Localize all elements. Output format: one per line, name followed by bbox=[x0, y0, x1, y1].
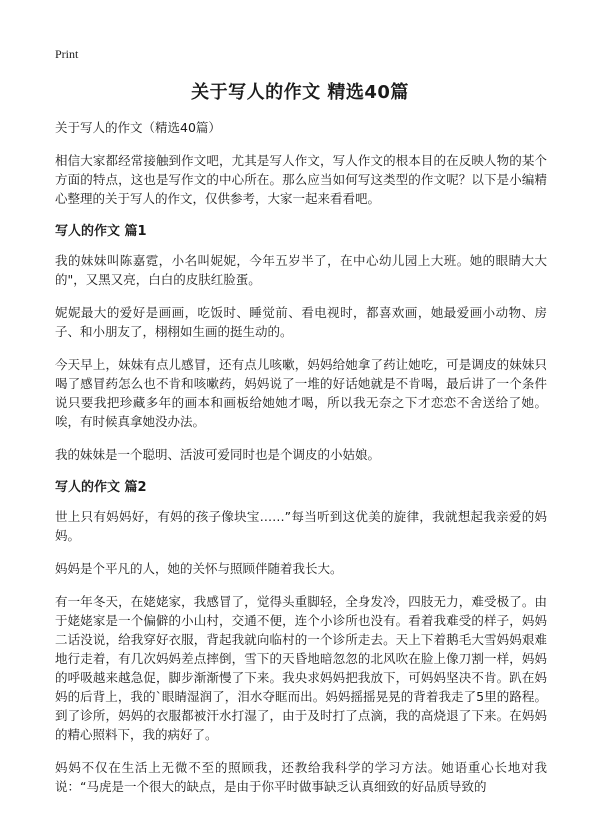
section-heading-2: 写人的作文 篇2 bbox=[55, 480, 147, 495]
article-subtitle: 关于写人的作文（精选40篇） bbox=[55, 120, 221, 135]
paragraph: 有一年冬天，在姥姥家，我感冒了，觉得头重脚轻，全身发冷，四肢无力，难受极了。由于姥姥家是一个偏僻的小山村，交通不便，连个小诊所也没有。看着我难受的样子，妈妈二话没说，给我穿好衣服，背起我就向临村的一个诊所走去。天上下着鹅毛大雪妈妈艰难地行走着，有几次妈妈差点摔倒，雪下的天昏地暗忽忽的北风吹在脸上像刀割一样，妈妈的呼吸越来越急促，脚步渐渐慢了下来。我央求妈妈把我放下，可妈妈坚决不肯。趴在妈妈的后背上，我的`眼睛湿润了，泪水夺眶而出。妈妈摇摇晃晃的背着我走了5里的路程。到了诊所，妈妈的衣服都被汗水打湿了，由于及时打了点滴，我的高烧退了下来。在妈妈的精心照料下，我的病好了。 bbox=[55, 594, 547, 742]
paragraph: 我的妹妹是一个聪明、活波可爱同时也是个调皮的小姑娘。 bbox=[55, 447, 381, 462]
paragraph: 妮妮最大的爱好是画画，吃饭时、睡觉前、看电视时，都喜欢画，她最爱画小动物、房子、和小朋友了，栩栩如生画的挺生动的。 bbox=[55, 305, 547, 339]
paragraph: 妈妈是个平凡的人，她的关怀与照顾伴随着我长大。 bbox=[55, 561, 343, 576]
paragraph: 妈妈不仅在生活上无微不至的照顾我，还教给我科学的学习方法。她语重心长地对我说：“马虎是一个很大的缺点，是由于你平时做事缺乏认真细致的好品质导致的 bbox=[55, 760, 547, 794]
paragraph: 世上只有妈妈好，有妈的孩子像块宝……”每当听到这优美的旋律，我就想起我亲爱的妈妈。 bbox=[55, 509, 547, 543]
section-heading-1: 写人的作文 篇1 bbox=[55, 224, 147, 239]
article-body bbox=[55, 118, 547, 810]
page-title: 关于写人的作文 精选40篇 bbox=[191, 82, 409, 103]
paragraph: 我的妹妹叫陈嘉霓，小名叫妮妮，今年五岁半了，在中心幼儿园上大班。她的眼睛大大的"，又黑又亮，白白的皮肤红脸蛋。 bbox=[55, 253, 547, 287]
intro-paragraph: 相信大家都经常接触到作文吧，尤其是写人作文，写人作文的根本目的在反映人物的某个方面的特点，这也是写作文的中心所在。那么应当如何写这类型的作文呢？以下是小编精心整理的关于写人的作文，仅供参考，大家一起来看看吧。 bbox=[55, 153, 547, 206]
print-link[interactable]: Print bbox=[55, 47, 79, 61]
paragraph: 今天早上，妹妹有点儿感冒，还有点儿咳嗽，妈妈给她拿了药让她吃，可是调皮的妹妹只喝了感冒药怎么也不肯和咳嗽药，妈妈说了一堆的好话她就是不肯喝，最后讲了一个条件说只要我把珍藏多年的画本和画板给她她才喝，所以我无奈之下才恋恋不舍送给了她。唉，有时候真拿她没办法。 bbox=[55, 357, 547, 429]
